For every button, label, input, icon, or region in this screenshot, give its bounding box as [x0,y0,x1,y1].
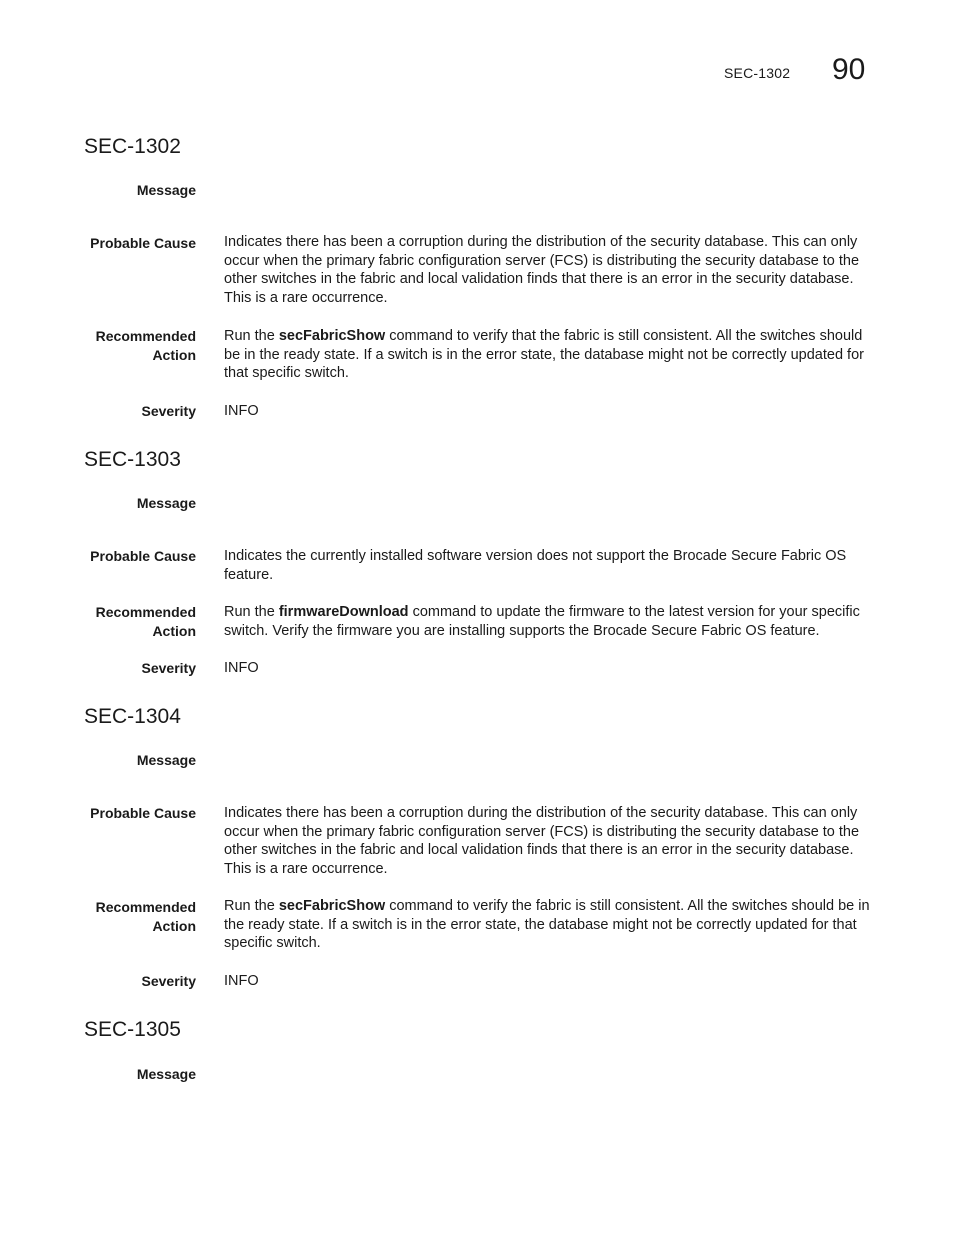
command-name: secFabricShow [278,898,386,914]
severity-value: INFO [224,403,259,419]
label-line: Action [152,347,196,363]
label-line: Action [152,623,196,639]
command-name: secFabricShow [278,328,386,344]
probable-cause-label: Probable Cause [90,548,196,564]
probable-cause-text: Indicates there has been a corruption during the distribution of the security database. This can only occur when the primary fabric configuration server (FCS) is distributing the security database to the other switches in the fabric and local validation finds that there is an error in the security database. This is a rare occurrence. [224,234,860,307]
section-heading: SEC-1305 [84,1018,181,1041]
probable-cause-text: Indicates the currently installed software version does not support the Brocade Secure Fabric OS feature. [224,548,847,583]
probable-cause-text: Indicates there has been a corruption during the distribution of the security database. This can only occur when the primary fabric configuration server (FCS) is distributing the security database to the other switches in the fabric and local validation finds that there is an error in the security database. This is a rare occurrence. [224,805,860,878]
action-suffix: command to update the firmware to the latest version for your specific switch. Verify the firmware you are installing supports the Brocade Secure Fabric OS feature. [224,604,860,639]
label-line: Recommended [95,899,196,915]
action-prefix: Run the [224,898,279,914]
action-suffix: command to verify that the fabric is still consistent. All the switches should be in the ready state. If a switch is in the error state, the database might not be correctly updated for that specific switch. [224,328,864,382]
message-label: Message [136,752,196,768]
label-line: Recommended [95,328,196,344]
message-label: Message [136,495,196,511]
recommended-action-label [56,898,196,936]
severity-label: Severity [141,660,196,676]
recommended-action-text [224,897,870,953]
severity-label: Severity [141,403,196,419]
recommended-action-label [56,327,196,365]
recommended-action-text [224,327,870,383]
recommended-action-label [56,603,196,641]
severity-value: INFO [224,973,259,989]
section-heading: SEC-1303 [84,448,181,471]
label-line: Recommended [95,604,196,620]
chapter-number: 90 [832,53,866,86]
recommended-action-text [224,603,870,640]
action-prefix: Run the [224,604,279,620]
action-suffix: command to verify the fabric is still consistent. All the switches should be in the ready state. If a switch is in the error state, the database might not be correctly updated for that specific switch. [224,898,870,952]
probable-cause-label: Probable Cause [90,235,196,251]
command-name: firmwareDownload [278,604,409,620]
action-prefix: Run the [224,328,279,344]
running-header-title: SEC-1302 [724,65,791,81]
message-label: Message [136,1066,196,1082]
severity-value: INFO [224,660,259,676]
probable-cause-label: Probable Cause [90,805,196,821]
severity-label: Severity [141,973,196,989]
section-heading: SEC-1304 [84,705,181,728]
section-heading: SEC-1302 [84,135,181,158]
message-label: Message [136,182,196,198]
label-line: Action [152,918,196,934]
